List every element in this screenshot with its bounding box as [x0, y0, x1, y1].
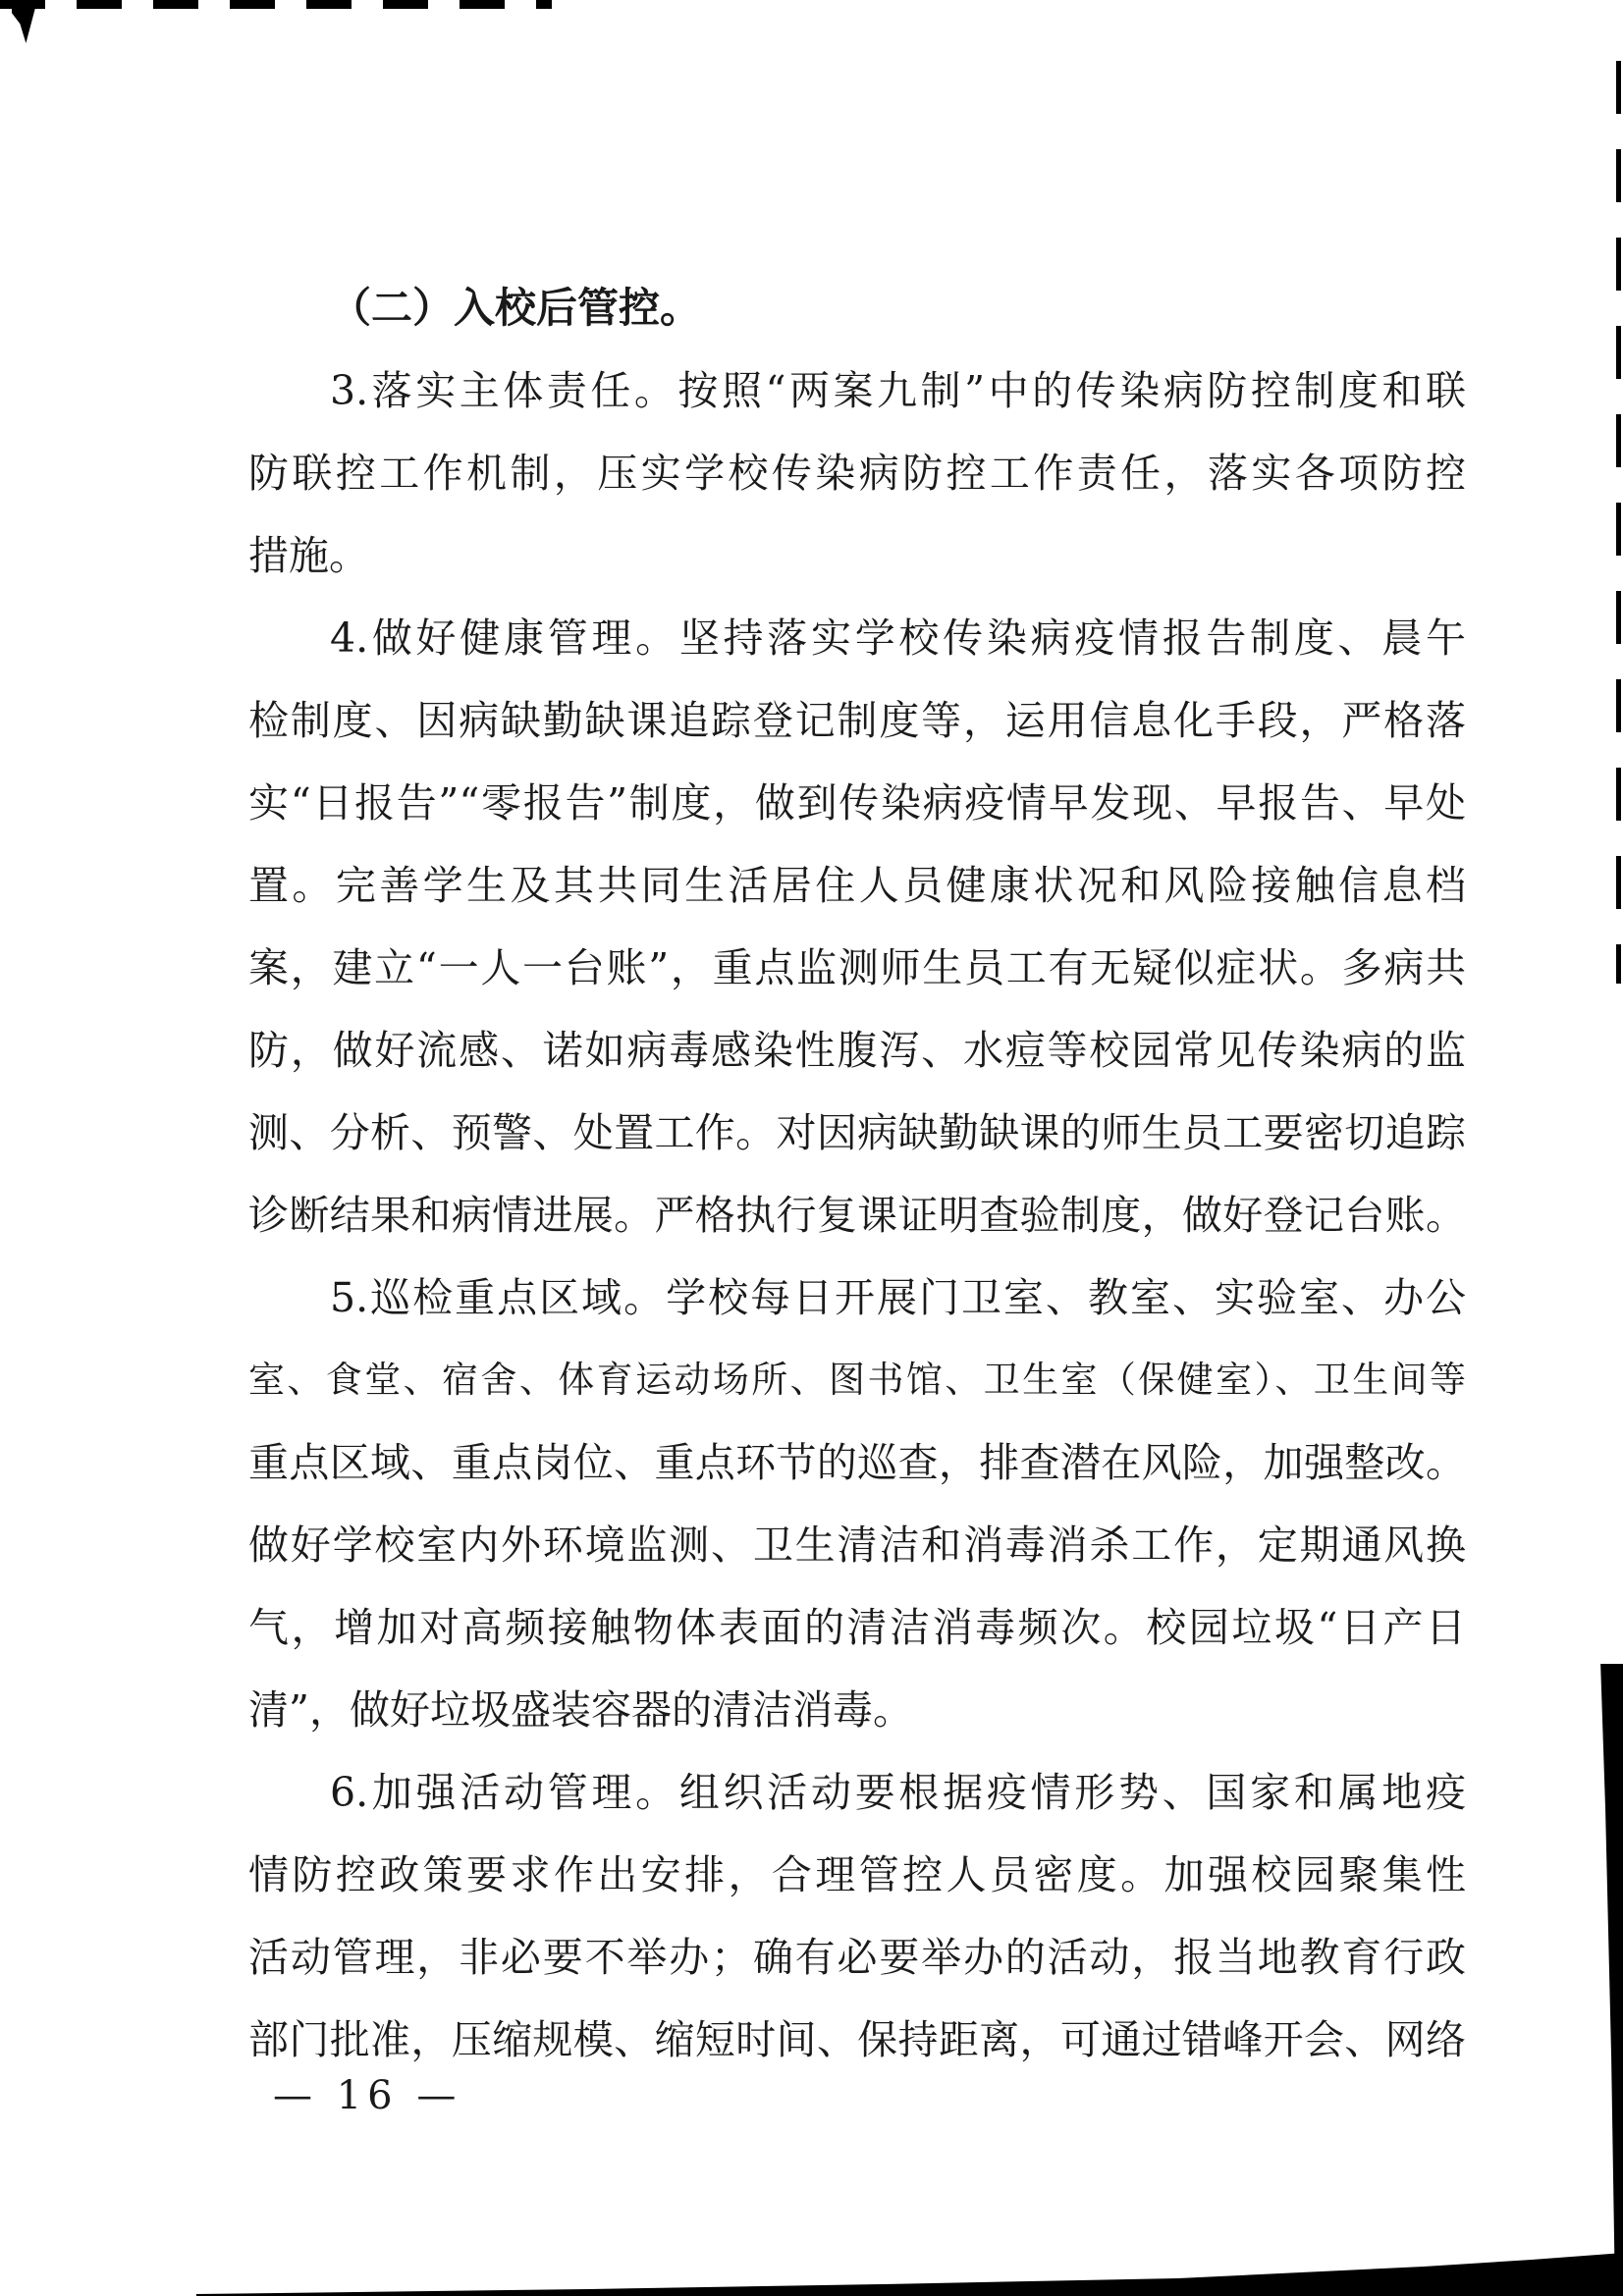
text-line: 措施。: [248, 532, 369, 579]
section-heading: （二）入校后管控。: [330, 284, 702, 332]
text-line: 4.做好健康管理。坚持落实学校传染病疫情报告制度、晨午: [330, 614, 1466, 662]
text-line: 5.巡检重点区域。学校每日开展门卫室、教室、实验室、办公: [330, 1274, 1466, 1321]
text-line: 防联控工作机制，压实学校传染病防控工作责任，落实各项防控: [248, 450, 1466, 497]
text-line: 案，建立“一人一台账”，重点监测师生员工有无疑似症状。多病共: [248, 944, 1466, 991]
text-line: 重点区域、重点岗位、重点环节的巡查，排查潜在风险，加强整改。: [248, 1439, 1466, 1486]
text-line: 做好学校室内外环境监测、卫生清洁和消毒消杀工作，定期通风换: [248, 1522, 1466, 1569]
text-line: 活动管理，非必要不举办；确有必要举办的活动，报当地教育行政: [248, 1934, 1466, 1981]
scan-artifact-top-corner-mark: [12, 0, 35, 43]
text-line: 气，增加对高频接触物体表面的清洁消毒频次。校园垃圾“日产日: [248, 1604, 1466, 1651]
scan-artifact-top-dashed-line: [0, 0, 552, 9]
scan-artifact-right-edge-blob: [1597, 1664, 1623, 2296]
text-line: 情防控政策要求作出安排，合理管控人员密度。加强校园聚集性: [248, 1851, 1466, 1898]
text-line: 清”，做好垃圾盛装容器的清洁消毒。: [248, 1686, 913, 1734]
scan-artifact-bottom-edge-shadow: [0, 2252, 1623, 2296]
text-line: 防，做好流感、诺如病毒感染性腹泻、水痘等校园常见传染病的监: [248, 1027, 1466, 1074]
document-body: [248, 267, 1466, 2081]
page-number: — 16 —: [273, 2073, 462, 2118]
text-line: 测、分析、预警、处置工作。对因病缺勤缺课的师生员工要密切追踪: [248, 1109, 1466, 1156]
text-line: 实“日报告”“零报告”制度，做到传染病疫情早发现、早报告、早处: [248, 779, 1466, 827]
text-line: 室、食堂、宿舍、体育运动场所、图书馆、卫生室（保健室）、卫生间等: [248, 1359, 1466, 1401]
text-line: 3.落实主体责任。按照“两案九制”中的传染病防控制度和联: [330, 367, 1466, 414]
text-line: 检制度、因病缺勤缺课追踪登记制度等，运用信息化手段，严格落: [248, 697, 1466, 744]
text-line: 6.加强活动管理。组织活动要根据疫情形势、国家和属地疫: [330, 1769, 1466, 1816]
scan-artifact-right-dashed-line: [1616, 61, 1621, 984]
text-line: 置。完善学生及其共同生活居住人员健康状况和风险接触信息档: [248, 862, 1466, 909]
text-line: 部门批准，压缩规模、缩短时间、保持距离，可通过错峰开会、网络: [248, 2016, 1466, 2063]
text-line: 诊断结果和病情进展。严格执行复课证明查验制度，做好登记台账。: [248, 1192, 1466, 1239]
